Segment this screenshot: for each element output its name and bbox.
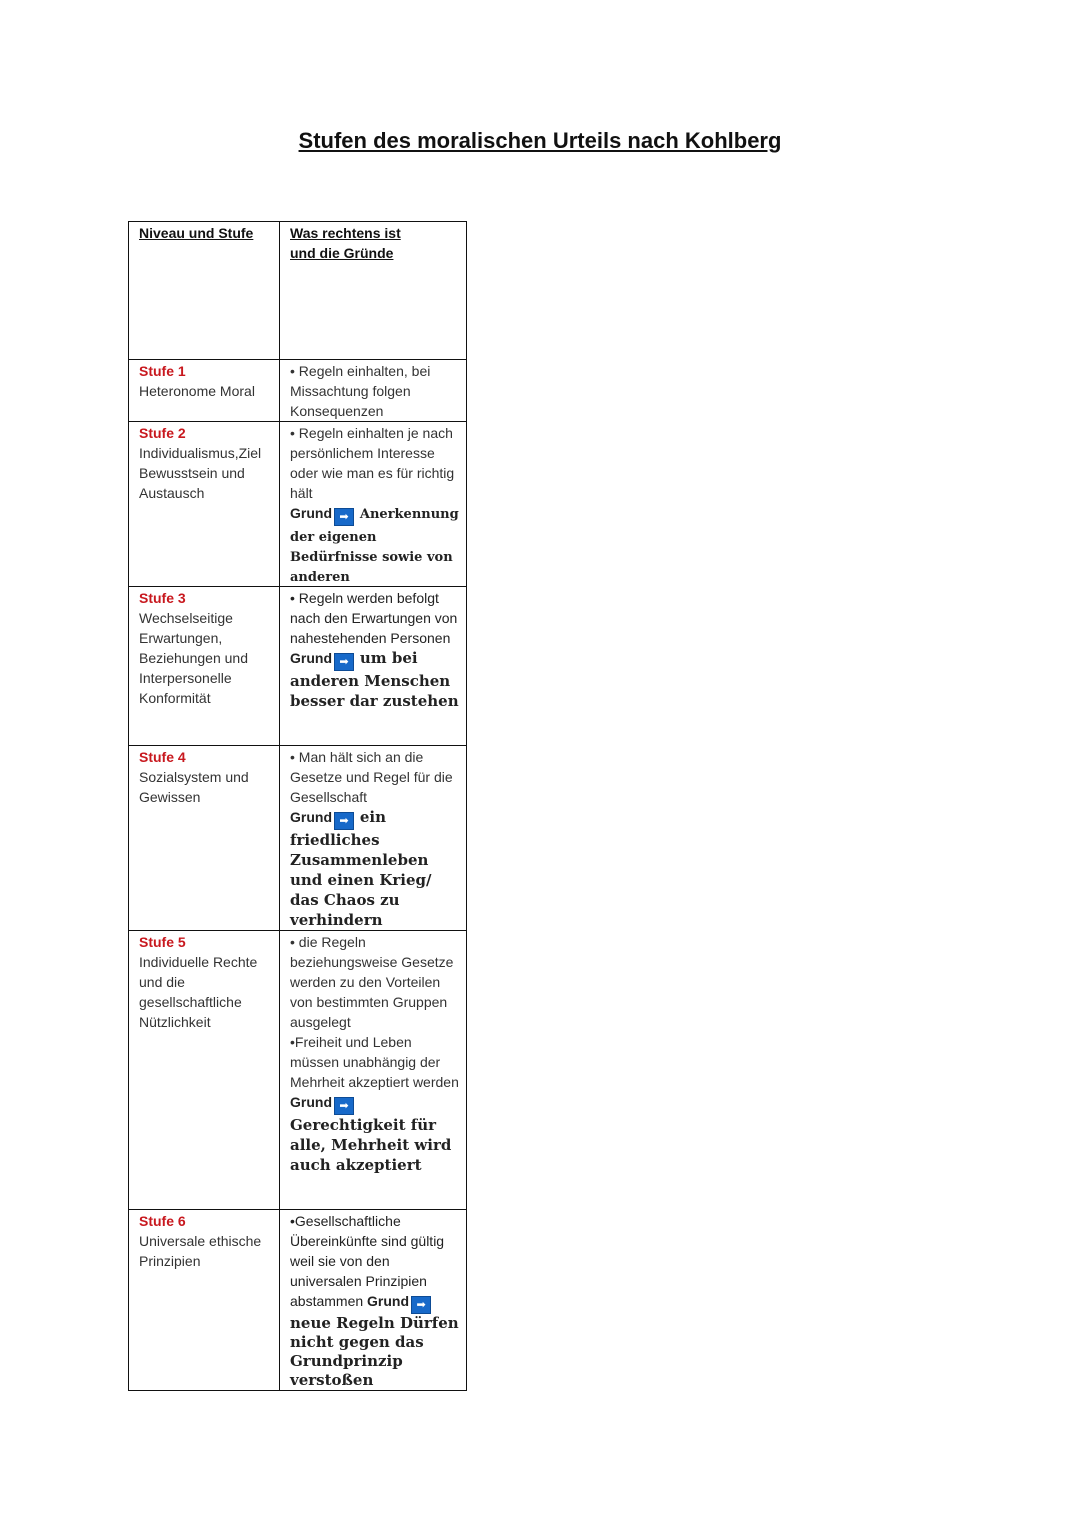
- header-niveau-stufe: Niveau und Stufe: [129, 222, 280, 360]
- right-arrow-icon: ➡: [334, 812, 354, 830]
- stage-cell: [129, 360, 280, 422]
- stage-name: Heteronome Moral: [139, 383, 255, 399]
- stage-name: Universale ethische Prinzipien: [139, 1233, 262, 1269]
- rule-cell: [280, 1210, 467, 1391]
- kohlberg-table: [128, 221, 467, 1391]
- table-row: [129, 422, 467, 587]
- table-row: [129, 746, 467, 931]
- grund-label: Grund: [290, 650, 332, 666]
- stage-label: Stufe 2: [139, 425, 186, 441]
- stage-cell: [129, 1210, 280, 1391]
- right-arrow-icon: ➡: [334, 653, 354, 671]
- rule-text: • Regeln einhalten, bei Missachtung folgen Konsequenzen: [290, 363, 431, 419]
- rule-text: • die Regeln beziehungsweise Gesetze werden zu den Vorteilen von bestimmten Gruppen ausgelegt: [290, 934, 454, 1030]
- stage-name: Wechselseitige Erwartungen, Beziehungen und Interpersonelle Konformität: [139, 610, 248, 706]
- stage-name: Individuelle Rechte und die gesellschaftliche Nützlichkeit: [139, 954, 258, 1030]
- reason-text: neue Regeln Dürfen nicht gegen das Grundprinzip verstoßen: [290, 1314, 459, 1389]
- stage-name: Sozialsystem und Gewissen: [139, 769, 249, 805]
- stage-label: Stufe 3: [139, 590, 186, 606]
- header-line-1: Was rechtens ist: [290, 225, 401, 241]
- stage-name: Individualismus,Ziel Bewusstsein und Austausch: [139, 445, 262, 501]
- page-title: Stufen des moralischen Urteils nach Kohlberg: [298, 128, 782, 153]
- table-row: [129, 931, 467, 1210]
- reason-text: um bei anderen Menschen besser dar zustehen: [290, 649, 459, 710]
- rule-text: • Regeln werden befolgt nach den Erwartungen von nahestehenden Personen: [290, 590, 458, 646]
- rule-text: •Gesellschaftliche Übereinkünfte sind gültig weil sie von den universalen Prinzipien abstammen: [290, 1213, 445, 1309]
- reason-line: [290, 503, 462, 586]
- rule-cell: [280, 931, 467, 1210]
- rule-text: • Man hält sich an die Gesetze und Regel für die Gesellschaft: [290, 749, 453, 805]
- stage-cell: [129, 931, 280, 1210]
- rule-cell: [280, 746, 467, 931]
- reason-text: Gerechtigkeit für alle, Mehrheit wird auch akzeptiert: [290, 1116, 452, 1174]
- rule-text-2: •Freiheit und Leben müssen unabhängig der Mehrheit akzeptiert werden: [290, 1034, 459, 1090]
- rule-cell: [280, 422, 467, 587]
- stage-label: Stufe 1: [139, 363, 186, 379]
- stage-cell: [129, 746, 280, 931]
- stage-cell: [129, 587, 280, 746]
- rule-cell: [280, 360, 467, 422]
- grund-label: Grund: [367, 1293, 410, 1309]
- table-row: [129, 587, 467, 746]
- rule-text: • Regeln einhalten je nach persönlichem Interesse oder wie man es für richtig hält: [290, 425, 455, 501]
- stage-label: Stufe 5: [139, 934, 186, 950]
- table-row: [129, 360, 467, 422]
- grund-label: Grund: [290, 505, 332, 521]
- reason-line: [290, 807, 462, 930]
- reason-text: Anerkennung der eigenen Bedürfnisse sowie von anderen: [290, 507, 459, 585]
- table-row: [129, 1210, 467, 1391]
- stage-cell: [129, 422, 280, 587]
- rule-cell: [280, 587, 467, 746]
- table-header-row: [129, 222, 467, 360]
- right-arrow-icon: ➡: [334, 508, 354, 526]
- right-arrow-icon: ➡: [334, 1097, 354, 1115]
- grund-label: Grund: [290, 1094, 332, 1110]
- stage-label: Stufe 6: [139, 1213, 186, 1229]
- stage-label: Stufe 4: [139, 749, 186, 765]
- reason-line: [290, 1092, 462, 1175]
- header-was-rechtens: [280, 222, 467, 360]
- header-line-2: und die Gründe: [290, 245, 394, 261]
- grund-label: Grund: [290, 809, 332, 825]
- right-arrow-icon: ➡: [411, 1296, 431, 1314]
- reason-text: ein friedliches Zusammenleben und einen Krieg/ das Chaos zu verhindern: [290, 808, 432, 929]
